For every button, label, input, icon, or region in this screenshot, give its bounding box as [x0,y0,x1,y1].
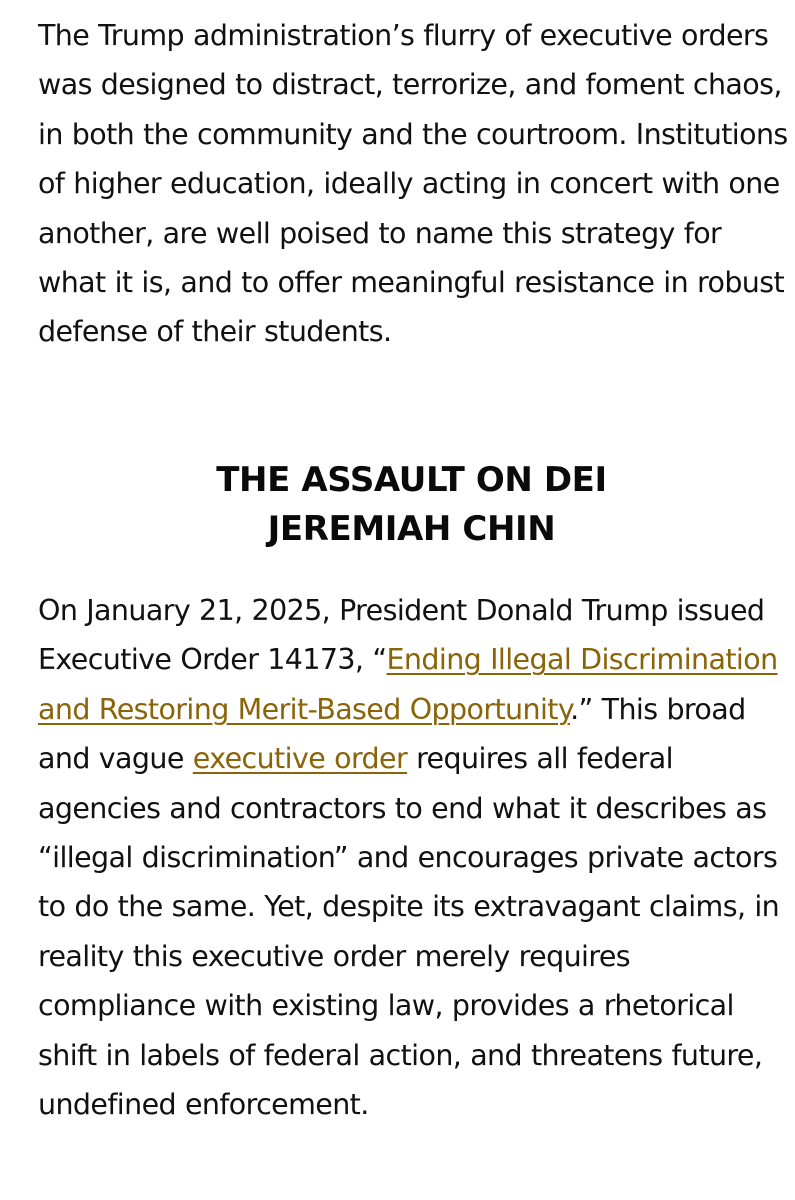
body-paragraph [38,586,790,1129]
intro-paragraph: The Trump administration’s flurry of executive orders was designed to distract, terrorize, and foment chaos, in both the community and the courtroom. Institutions of higher education, ideally acting in concert with one another, are well poised to name this strategy for what it is, and to offer meaningful resistance in robust defense of their students. [38,19,788,349]
executive-order-link[interactable]: executive order [192,742,408,776]
section-heading [0,456,795,554]
body-text-2: .” This broad and vague [38,692,746,776]
body-text-1: On January 21, 2025, President Donald Trump issued Executive Order 14173, “ [38,594,765,677]
executive-order-title-link[interactable]: Ending Illegal Discrimination and Restoring Merit-Based Opportunity [38,643,778,726]
section-title: THE ASSAULT ON DEI [216,460,607,500]
section-author: JEREMIAH CHIN [267,509,556,549]
body-text-3: requires all federal agencies and contractors to end what it describes as “illegal discrimination” and encourages private actors to do the same. Yet, despite its extravagant claims, in reality this executive order merely requires compliance with existing law, provides a rhetorical shift in labels of federal action, and threatens future, undefined enforcement. [38,742,780,1122]
